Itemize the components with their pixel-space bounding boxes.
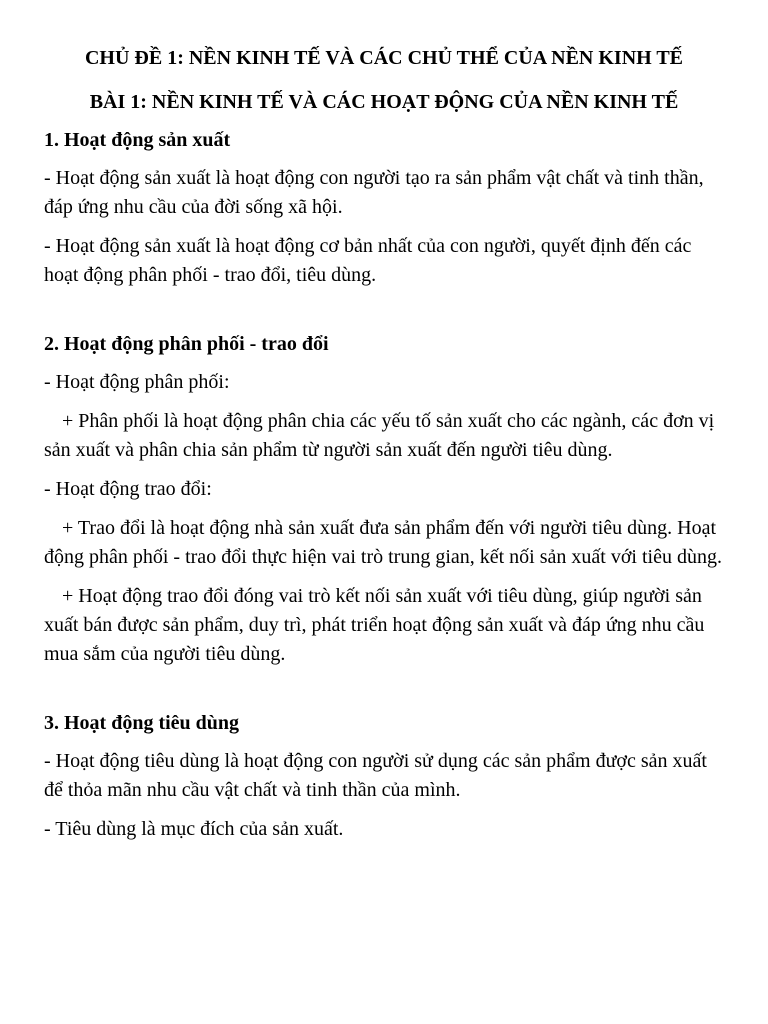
section-heading: 2. Hoạt động phân phối - trao đổi — [44, 333, 329, 355]
section-production — [44, 126, 724, 290]
bullet-paragraph: + Hoạt động trao đổi đóng vai trò kết nối sản xuất với tiêu dùng, giúp người sản xuất bán được sản phẩm, duy trì, phát triển hoạt động sản xuất và đáp ứng nhu cầu mua sắm của người tiêu dùng. — [44, 585, 705, 665]
paragraph: - Tiêu dùng là mục đích của sản xuất. — [44, 818, 344, 840]
section-distribution-exchange — [44, 330, 724, 669]
paragraph: - Hoạt động phân phối: — [44, 371, 230, 393]
paragraph: - Hoạt động tiêu dùng là hoạt động con người sử dụng các sản phẩm được sản xuất để thỏa mãn nhu cầu vật chất và tinh thần của mình. — [44, 750, 707, 801]
lesson-title: BÀI 1: NỀN KINH TẾ VÀ CÁC HOẠT ĐỘNG CỦA NỀN KINH TẾ — [89, 91, 679, 113]
paragraph: - Hoạt động trao đổi: — [44, 478, 212, 500]
section-consumption — [44, 709, 724, 844]
section-heading: 3. Hoạt động tiêu dùng — [44, 712, 240, 734]
section-heading: 1. Hoạt động sản xuất — [44, 129, 231, 151]
paragraph: - Hoạt động sản xuất là hoạt động cơ bản nhất của con người, quyết định đến các hoạt động phân phối - trao đổi, tiêu dùng. — [44, 235, 692, 286]
bullet-paragraph: + Trao đổi là hoạt động nhà sản xuất đưa sản phẩm đến với người tiêu dùng. Hoạt động phân phối - trao đổi thực hiện vai trò trung gian, kết nối sản xuất với tiêu dùng. — [44, 517, 722, 568]
bullet-paragraph: + Phân phối là hoạt động phân chia các yếu tố sản xuất cho các ngành, các đơn vị sản xuất và phân chia sản phẩm từ người sản xuất đến người tiêu dùng. — [44, 410, 715, 461]
topic-title: CHỦ ĐỀ 1: NỀN KINH TẾ VÀ CÁC CHỦ THỂ CỦA NỀN KINH TẾ — [84, 47, 684, 69]
paragraph: - Hoạt động sản xuất là hoạt động con người tạo ra sản phẩm vật chất và tinh thần, đáp ứng nhu cầu của đời sống xã hội. — [44, 167, 704, 218]
document-page — [44, 44, 724, 844]
